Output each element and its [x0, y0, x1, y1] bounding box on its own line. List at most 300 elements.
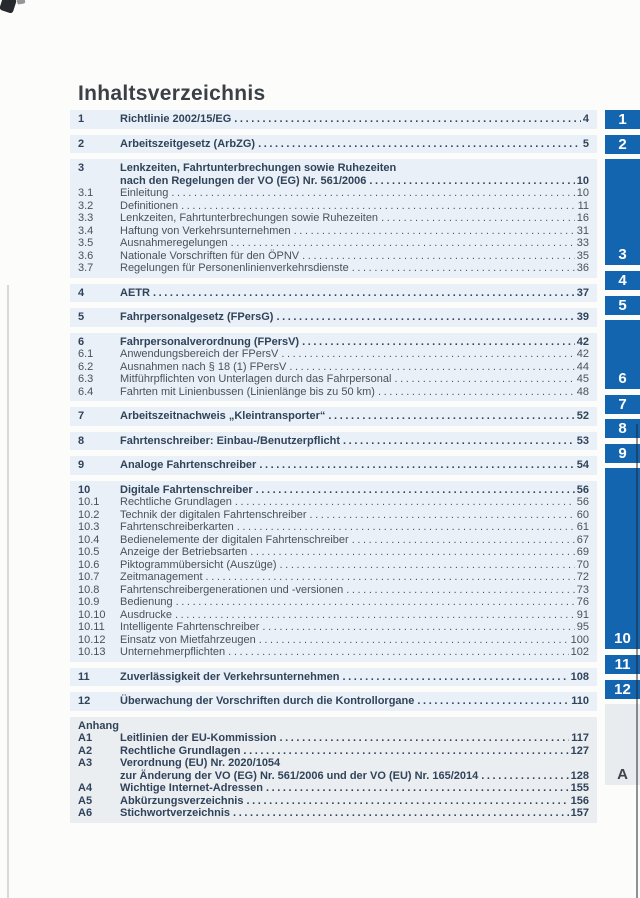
toc-entry [78, 459, 589, 472]
toc-entry-title: Digitale Fahrtenschreiber [120, 483, 253, 496]
toc-entry-page: 56 [576, 496, 589, 508]
toc-entry-line [120, 187, 589, 200]
toc-entry-lines [120, 757, 589, 782]
toc-entry-page: 95 [576, 621, 589, 633]
toc-entry-lines [120, 200, 589, 213]
toc-entry-lines [120, 138, 589, 151]
toc-entry-number: A6 [78, 807, 93, 819]
dot-leader [342, 671, 568, 684]
toc-entry-lines [120, 571, 589, 584]
toc-entry [78, 584, 589, 597]
toc-entry-line [120, 782, 589, 795]
toc-entry-number: 10.9 [78, 596, 100, 608]
dot-leader [289, 361, 574, 374]
toc-entry-lines [120, 162, 589, 187]
dot-leader [378, 386, 575, 399]
toc-entry-page: 16 [576, 212, 589, 224]
toc-entry-lines [120, 262, 589, 275]
dot-leader [181, 200, 575, 213]
toc-entry-lines [120, 496, 589, 509]
toc-entry-page: 42 [576, 335, 589, 348]
toc-entry-title: Bedienung [120, 596, 173, 608]
toc-entry-title: Fahrpersonalverordnung (FPersV) [120, 335, 300, 348]
toc-entry-title: Fahrpersonalgesetz (FPersG) [120, 311, 274, 323]
toc-entry-title: Fahrtenschreiberkarten [120, 521, 234, 533]
toc-entry-number: A5 [78, 794, 93, 807]
toc-entry [78, 521, 589, 534]
dot-leader [206, 571, 575, 584]
toc-entry-page: 45 [576, 373, 589, 385]
toc-entry-number: 10.4 [78, 533, 100, 546]
toc-entry-lines [120, 646, 589, 659]
toc-entry-number: 6.2 [78, 360, 94, 373]
toc-entry-number: 6.3 [78, 373, 94, 385]
dot-leader [302, 250, 575, 263]
toc-entry-page: 44 [576, 360, 589, 373]
toc-entry-title: Lenkzeiten, Fahrtunterbrechungen sowie Ruhezeiten [120, 162, 397, 174]
toc-entry-title: Stichwortverzeichnis [120, 807, 231, 819]
toc-entry-number: 4 [78, 286, 85, 299]
toc-entry-line [120, 237, 589, 250]
toc-entry-number: 3.1 [78, 187, 94, 199]
edge-tab-4: 4 [605, 271, 640, 290]
toc-entry [78, 336, 589, 349]
toc-entry [78, 187, 589, 200]
toc-entry-title: Einsatz von Mietfahrzeugen [120, 633, 256, 646]
toc-entry-lines [120, 609, 589, 622]
toc-entry [78, 225, 589, 238]
toc-entry [78, 732, 589, 745]
toc-entry-line [120, 287, 589, 300]
toc-entry [78, 386, 589, 399]
toc-entry-page: 100 [570, 633, 589, 646]
toc-entry-title: Nationale Vorschriften für den ÖPNV [120, 249, 300, 262]
toc-entry-lines [120, 386, 589, 399]
dot-leader [394, 373, 574, 386]
toc-entry-title: nach den Regelungen der VO (EG) Nr. 561/2006 [120, 174, 367, 187]
toc-entry-title: Fahrten mit Linienbussen (Linienlänge bis zu 50 km) [120, 385, 375, 398]
toc-entry [78, 695, 589, 708]
toc-entry-line [120, 521, 589, 534]
dot-leader [266, 782, 569, 795]
toc-entry-page: 52 [576, 410, 589, 422]
toc-entry [78, 795, 589, 808]
toc-entry-page: 5 [582, 137, 589, 150]
toc-entry-line [120, 795, 589, 808]
toc-entry-page: 60 [576, 508, 589, 521]
toc-entry-lines [120, 584, 589, 597]
toc-entry [78, 609, 589, 622]
edge-tab-8: 8 [605, 419, 640, 438]
toc-entry-page: 156 [570, 794, 589, 807]
toc-section-7 [70, 407, 597, 426]
toc-entry-line [120, 113, 589, 126]
toc-entry [78, 720, 589, 733]
toc-entry-line [120, 200, 589, 213]
toc-entry-line [120, 770, 589, 783]
toc-entry-title: Haftung von Verkehrsunternehmen [120, 224, 291, 237]
toc-entry-line [120, 732, 589, 745]
toc-entry-page: 102 [570, 646, 589, 658]
dot-leader [352, 534, 575, 547]
toc-entry-lines [120, 336, 589, 349]
toc-entry-line [120, 361, 589, 374]
toc-entry-page: 70 [576, 558, 589, 571]
toc-entry-number: 5 [78, 311, 85, 323]
toc-entry-page: 10 [576, 187, 589, 199]
toc-entry-number: 3 [78, 162, 85, 174]
dot-leader [346, 584, 575, 597]
toc-entry-title: Piktogrammübersicht (Auszüge) [120, 558, 277, 571]
toc-entry-number: 10.2 [78, 508, 100, 521]
toc-entry-lines [120, 695, 589, 708]
dot-leader [279, 732, 569, 745]
toc-entry-title: Rechtliche Grundlagen [120, 744, 241, 757]
toc-entry-title: Fahrtenschreibergenerationen und -versionen [120, 583, 344, 596]
toc-entry-number: 1 [78, 113, 85, 125]
toc-entry-page: 4 [582, 113, 589, 125]
toc-entry-line [120, 336, 589, 349]
toc-entry-lines [120, 807, 589, 820]
toc-section-2 [70, 135, 597, 154]
dot-leader [369, 175, 574, 188]
toc-entry-lines [120, 559, 589, 572]
toc-entry-line [120, 484, 589, 497]
toc-entry-title: AETR [120, 286, 150, 299]
toc-entry-title: Rechtliche Grundlagen [120, 496, 232, 508]
toc-entry-line [120, 250, 589, 263]
dot-leader [280, 559, 575, 572]
toc-entry-title: Intelligente Fahrtenschreiber [120, 621, 260, 633]
edge-tab-12: 12 [605, 680, 640, 699]
toc-entry-line [120, 311, 589, 324]
toc-entry-title: Mitführpflichten von Unterlagen durch das Fahrpersonal [120, 373, 392, 385]
toc-entry-line [120, 509, 589, 522]
toc-section-3 [70, 159, 597, 278]
toc-entry-page: 61 [576, 521, 589, 533]
toc-entry-line [120, 435, 589, 448]
toc-entry-page: 117 [571, 732, 589, 744]
toc-entry [78, 546, 589, 559]
edge-tab-2: 2 [605, 135, 640, 154]
dot-leader [481, 770, 568, 783]
toc-entry-lines [120, 361, 589, 374]
toc-entry-lines [120, 596, 589, 609]
toc-entry-line [120, 175, 589, 188]
toc-entry-title: Wichtige Internet-Adressen [120, 782, 263, 794]
toc-entry-page: 157 [570, 807, 589, 819]
dot-leader [259, 459, 574, 472]
toc-entry-line [120, 621, 589, 634]
dot-leader [237, 521, 575, 534]
toc-entry-page: 108 [570, 670, 589, 683]
toc-entry-line [120, 596, 589, 609]
toc-entry-page: 11 [577, 199, 589, 212]
edge-tab-11: 11 [605, 655, 640, 674]
toc-entry-page: 67 [576, 533, 589, 546]
dot-leader [175, 609, 575, 622]
edge-tab-7: 7 [605, 395, 640, 414]
toc-entry-line [120, 646, 589, 659]
toc-entry-page: 35 [576, 249, 589, 262]
toc-section-10 [70, 481, 597, 662]
toc-entry-lines [120, 459, 589, 472]
toc-entry-lines [120, 435, 589, 448]
toc-section-12 [70, 692, 597, 711]
toc-entry [78, 496, 589, 509]
toc-entry-number: 3.3 [78, 212, 94, 224]
toc-entry-number: 3.4 [78, 224, 94, 237]
toc-entry [78, 262, 589, 275]
toc-entry-title: Richtlinie 2002/15/EG [120, 113, 232, 125]
toc-entry-line [120, 496, 589, 509]
toc-entry [78, 162, 589, 187]
toc-entry-title: Leitlinien der EU-Kommission [120, 732, 277, 744]
toc-entry [78, 287, 589, 300]
toc-entry [78, 361, 589, 374]
toc-entry-number: 10.12 [78, 633, 106, 646]
toc-entry-page: 76 [576, 596, 589, 608]
toc-entry-page: 110 [571, 695, 589, 707]
toc-entry [78, 237, 589, 250]
toc-entry [78, 113, 589, 126]
toc-entry-line [120, 373, 589, 386]
toc-entry-line [120, 546, 589, 559]
toc-entry [78, 410, 589, 423]
toc-section-6 [70, 333, 597, 402]
toc-entry-line [120, 695, 589, 708]
dot-leader [262, 621, 574, 634]
toc-entry-page: 56 [576, 483, 589, 496]
toc-entry [78, 200, 589, 213]
toc-entry-number: 6 [78, 335, 85, 348]
toc-entry-line [120, 571, 589, 584]
toc-entry-number: 10.10 [78, 608, 106, 621]
edge-tab-6: 6 [605, 320, 640, 389]
toc-entry [78, 646, 589, 659]
dot-leader [258, 138, 581, 151]
edge-tab-5: 5 [605, 296, 640, 315]
toc-entry-line [120, 348, 589, 361]
toc-entry [78, 571, 589, 584]
toc-entry-line [120, 225, 589, 238]
toc-section-4 [70, 284, 597, 303]
toc-entry-line [120, 459, 589, 472]
toc-entry-title: Unternehmerpflichten [120, 646, 226, 658]
toc-entry-title: Fahrtenschreiber: Einbau-/Benutzerpflicht [120, 434, 341, 447]
toc-entry-lines [120, 795, 589, 808]
edge-tab-10: 10 [605, 468, 640, 649]
toc-entry-number: 8 [78, 434, 85, 447]
toc-entry [78, 373, 589, 386]
toc-entry-line [120, 212, 589, 225]
toc-entry [78, 745, 589, 758]
toc-entry-title: Anzeige der Betriebsarten [120, 546, 248, 558]
toc-entry-number: 6.4 [78, 385, 94, 398]
toc-entry-title: Ausnahmeregelungen [120, 237, 228, 249]
toc-entry-title: Ausdrucke [120, 608, 172, 621]
toc-entry-number: 6.1 [78, 348, 94, 360]
toc-entry-title: Abkürzungsverzeichnis [120, 794, 244, 807]
toc-entry-number: 3.2 [78, 199, 94, 212]
toc-entry-number: 10.3 [78, 521, 100, 533]
dot-leader [171, 187, 574, 200]
toc-entry-title: Lenkzeiten, Fahrtunterbrechungen sowie Ruhezeiten [120, 212, 379, 224]
toc-entry-lines [120, 187, 589, 200]
dot-leader [381, 212, 575, 225]
toc-entry-number: 10.8 [78, 583, 100, 596]
toc-entry-page: 127 [570, 744, 589, 757]
toc-entry [78, 509, 589, 522]
toc-entry-title: Definitionen [120, 199, 179, 212]
toc-entry-lines [120, 509, 589, 522]
toc-entry-page: 73 [576, 583, 589, 596]
dot-leader [243, 745, 568, 758]
toc-entry-title: Verordnung (EU) Nr. 2020/1054 [120, 757, 281, 769]
toc-entry-number: 3.5 [78, 237, 94, 249]
dot-leader [153, 287, 575, 300]
toc-entry [78, 757, 589, 782]
toc-entry-number: 3.6 [78, 249, 94, 262]
toc-entry-lines [120, 373, 589, 386]
toc-entry [78, 212, 589, 225]
toc-entry-page: 128 [570, 769, 589, 782]
toc-entry-page: 91 [576, 608, 589, 621]
dot-leader [417, 695, 569, 708]
toc-entry-page: 48 [576, 385, 589, 398]
toc-entry [78, 621, 589, 634]
toc-entry-line [120, 745, 589, 758]
toc-entry-title: Analoge Fahrtenschreiber [120, 459, 257, 471]
toc-entry-number: A3 [78, 757, 93, 769]
dot-leader [259, 634, 569, 647]
toc-entry-title: Arbeitszeitgesetz (ArbZG) [120, 137, 256, 150]
edge-tab-9: 9 [605, 444, 640, 463]
dot-leader [302, 336, 575, 349]
toc-section-5 [70, 308, 597, 327]
toc-entry-number: A2 [78, 744, 93, 757]
toc-entry-number: 11 [78, 670, 90, 683]
toc-entry-number: 9 [78, 459, 85, 471]
toc-entry-title: Bedienelemente der digitalen Fahrtenschreiber [120, 533, 349, 546]
toc-entry-lines [120, 621, 589, 634]
toc-entry [78, 782, 589, 795]
toc-entry-lines [120, 634, 589, 647]
toc-entry-page: 36 [576, 262, 589, 274]
toc-entry-line [120, 386, 589, 399]
toc-entry [78, 250, 589, 263]
toc-entry-page: 31 [576, 224, 589, 237]
dot-leader [281, 348, 574, 361]
toc-entry-number: 10.1 [78, 496, 100, 508]
dot-leader [256, 484, 575, 497]
toc-entry-lines [120, 484, 589, 497]
dot-leader [276, 311, 574, 324]
scan-edge-line-right [636, 424, 638, 898]
toc-entry-number: 3.7 [78, 262, 94, 274]
toc-entry-number: Anhang [78, 719, 119, 732]
toc-entry-number: 12 [78, 695, 91, 707]
toc-entry-page: 54 [576, 459, 589, 471]
scan-edge-line-left [7, 285, 9, 898]
toc-entry-title: Zuverlässigkeit der Verkehrsunternehmen [120, 670, 340, 683]
toc-entry-lines [120, 113, 589, 126]
toc-entry-number: 2 [78, 137, 85, 150]
toc-entry-line [120, 634, 589, 647]
dot-leader [176, 596, 575, 609]
toc-entry-number: 10.7 [78, 571, 100, 583]
toc-section-11 [70, 668, 597, 687]
dot-leader [246, 795, 568, 808]
toc-entry [78, 484, 589, 497]
toc-entry-lines [120, 311, 589, 324]
toc-entry-page: 39 [576, 311, 589, 323]
toc-entry [78, 138, 589, 151]
scan-artifact-blob [0, 0, 17, 14]
toc-section-9 [70, 456, 597, 475]
toc-entry-page: 155 [570, 782, 589, 794]
toc-entry-line [120, 162, 589, 175]
toc-entry-number: A4 [78, 782, 93, 794]
toc-entry-title: Anwendungsbereich der FPersV [120, 348, 279, 360]
toc-entry-page: 10 [576, 174, 589, 187]
toc-entry-page: 37 [576, 286, 589, 299]
toc-entry-title: Zeitmanagement [120, 571, 203, 583]
dot-leader [231, 237, 575, 250]
toc-entry [78, 311, 589, 324]
toc-entry-lines [120, 534, 589, 547]
dot-leader [343, 435, 575, 448]
toc-entry-number: 10.6 [78, 558, 100, 571]
dot-leader [294, 225, 575, 238]
toc-entry-line [120, 757, 589, 770]
toc-entry-page: 69 [576, 546, 589, 558]
toc-entry-number: 10.13 [78, 646, 106, 658]
toc-entry-lines [120, 546, 589, 559]
toc-entry-number: A1 [78, 732, 93, 744]
toc-entry-title: Technik der digitalen Fahrtenschreiber [120, 508, 307, 521]
toc-entry-line [120, 671, 589, 684]
dot-leader [233, 807, 569, 820]
toc-entry-number: 10 [78, 483, 91, 496]
toc-section-A [70, 717, 597, 823]
toc-entry-lines [120, 225, 589, 238]
dot-leader [235, 496, 575, 509]
toc-entry-line [120, 262, 589, 275]
toc-entry-title: Regelungen für Personenlinienverkehrsdienste [120, 262, 349, 274]
toc-entry [78, 348, 589, 361]
toc-entry-lines [120, 732, 589, 745]
edge-tab-A: A [605, 704, 640, 785]
toc-entry-number: 10.11 [78, 621, 105, 633]
toc-entry [78, 807, 589, 820]
toc-entry-title: Überwachung der Vorschriften durch die Kontrollorgane [120, 695, 415, 707]
toc-entry-number: 7 [78, 410, 85, 422]
toc-entry [78, 534, 589, 547]
dot-leader [352, 262, 575, 275]
toc-section-8 [70, 432, 597, 451]
toc-entry [78, 559, 589, 572]
toc-section-1 [70, 110, 597, 129]
dot-leader [310, 509, 575, 522]
edge-tab-3: 3 [605, 159, 640, 265]
toc-entry-line [120, 807, 589, 820]
toc-entry-title: Arbeitszeitnachweis „Kleintransporter“ [120, 410, 326, 422]
toc-entry-line [120, 584, 589, 597]
toc-entry-lines [120, 782, 589, 795]
dot-leader [228, 646, 568, 659]
edge-tab-1: 1 [605, 110, 640, 129]
